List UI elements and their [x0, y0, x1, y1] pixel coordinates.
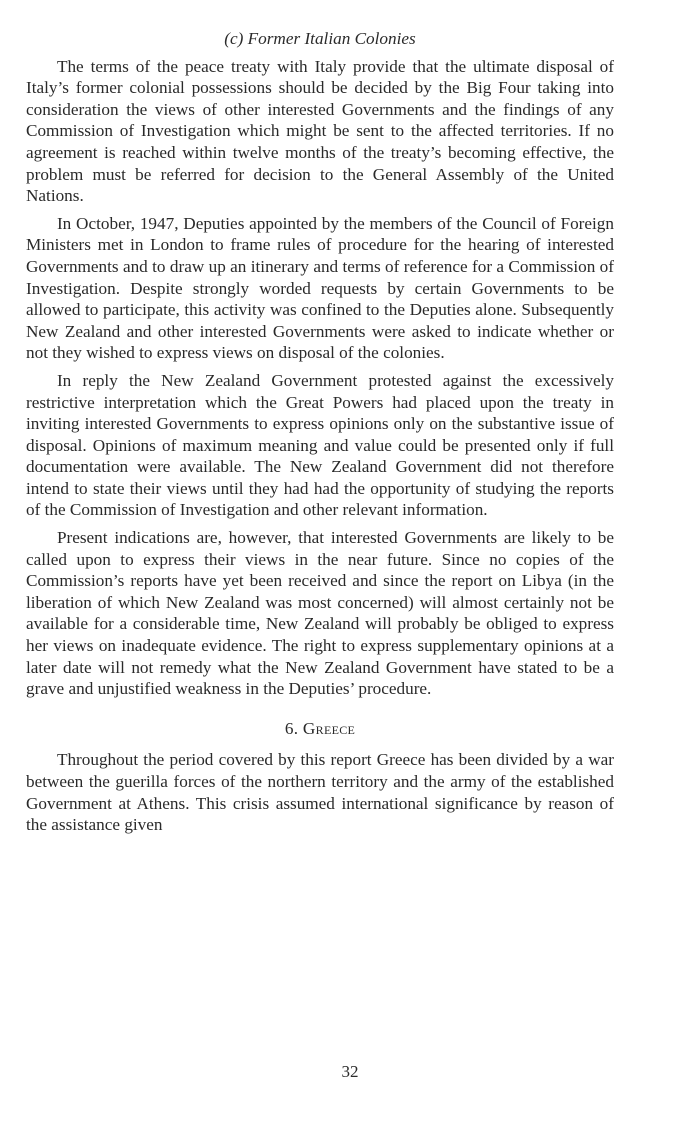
section-heading-italian-colonies: (c) Former Italian Colonies: [224, 29, 416, 48]
section-heading-greece: 6. Greece: [284, 718, 356, 738]
paragraph-treaty-terms: The terms of the peace treaty with Italy provide that the ultimate disposal of Italy’s former colonial possessions should be decided by the Big Four taking into consideration the views of other interested Governments and the findings of any Commission of Investigation which might be sent to the affected territories. If no agreement is reached within twelve months of the treaty’s becoming effective, the problem must be referred for decision to the General Assembly of the United Nations.: [26, 56, 614, 206]
paragraph-present-indications: Present indications are, however, that interested Governments are likely to be called upon to express their views in the near future. Since no copies of the Commission’s reports have yet been received and since the report on Libya (in the liberation of which New Zealand was most concerned) will almost certainly not be available for a considerable time, New Zealand will probably be obliged to express her views on inadequate evidence. The right to express supplementary opinions at a later date will not remedy what the New Zealand Government have stated to be a grave and unjustified weakness in the Deputies’ procedure.: [26, 528, 614, 699]
paragraph-deputies-meeting: In October, 1947, Deputies appointed by the members of the Council of Foreign Ministers met in London to frame rules of procedure for the hearing of interested Governments and to draw up an itinerary and terms of reference for a Commission of Investigation. Despite strongly worded requests by certain Governments to be allowed to participate, this activity was confined to the Deputies alone. Subsequently New Zealand and other interested Governments were asked to indicate whether or not they wished to express views on disposal of the colonies.: [26, 213, 614, 363]
paragraph-greece-war: Throughout the period covered by this report Greece has been divided by a war between the guerilla forces of the northern territory and the army of the established Government at Athens. This crisis assumed international significance by reason of the assistance given: [26, 750, 614, 835]
page-number: 32: [341, 1062, 359, 1081]
paragraph-nz-reply: In reply the New Zealand Government protested against the excessively restrictive interpretation which the Great Powers had placed upon the treaty in inviting interested Governments to express opinions only on the substantive issue of disposal. Opinions of maximum meaning and value could be presented only if full documentation were available. The New Zealand Government did not therefore intend to state their views until they had had the opportunity of studying the reports of the Commission of Investigation and other relevant information.: [26, 370, 614, 520]
document-page: [26, 28, 614, 842]
